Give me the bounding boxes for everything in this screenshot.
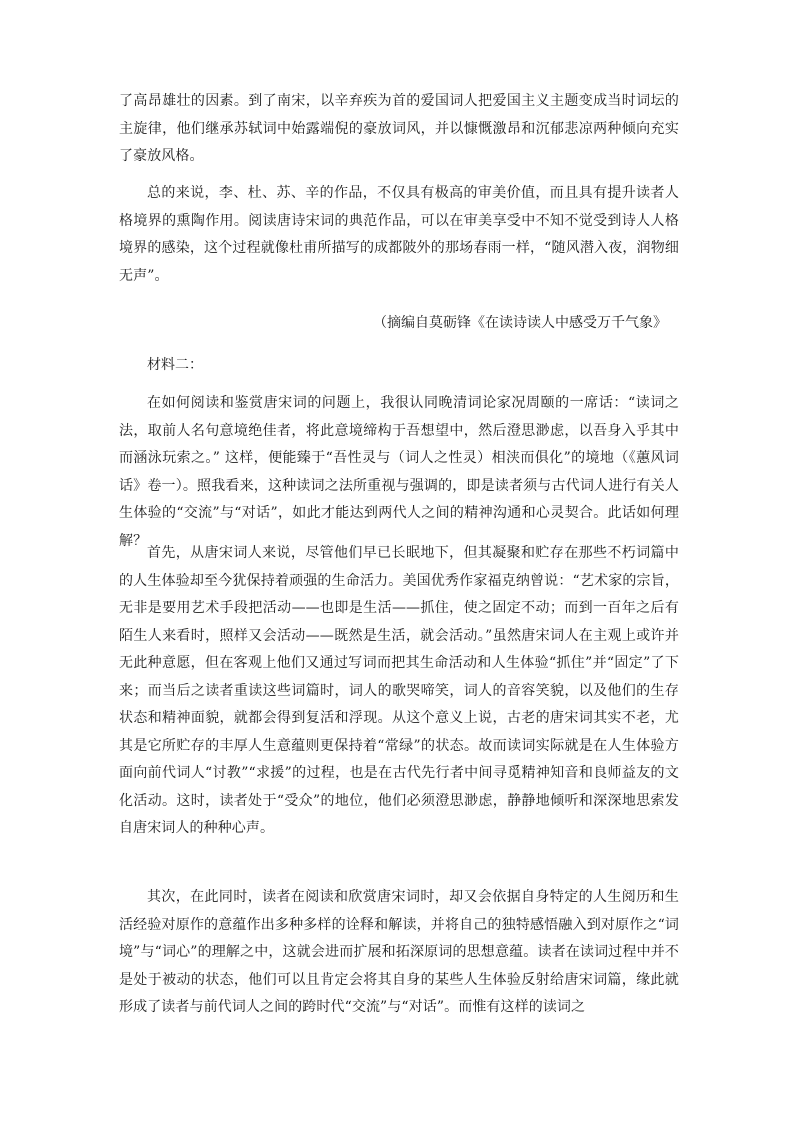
source-citation: （摘编自莫砺锋《在读诗读人中感受万千气象》 [373, 315, 667, 331]
paragraph-1: 了高昂雄壮的因素。到了南宋，以辛弃疾为首的爱国词人把爱国主义主题变成当时词坛的主旋律，他们继承苏轼词中始露端倪的豪放词风，并以慷慨激昂和沉郁悲凉两种倾向充实了豪放风格。 [119, 93, 679, 164]
paragraph-3: 在如何阅读和鉴赏唐宋词的问题上，我很认同晚清词论家况周颐的一席话：“读词之法，取前人名句意境绝佳者，将此意境缔构于吾想望中，然后澄思渺虑，以吾身入乎其中而涵泳玩索之。” 这样，便能臻于“吾性灵与（词人之性灵）相浃而俱化”的境地（《蕙风词话》卷一）。照我看来，这种读词之法所重视与强调的，即是读者须与古代词人进行有关人生体验的“交流”与“对话”，如此才能达到两代人之间的精神沟通和心灵契合。此话如何理解？ [119, 395, 679, 549]
paragraph-5: 其次，在此同时，读者在阅读和欣赏唐宋词时，却又会依据自身特定的人生阅历和生活经验对原作的意蕴作出多种多样的诠释和解读，并将自己的独特感悟融入到对原作之“词境”与“词心”的理解之中，这就会进而扩展和拓深原词的思想意蕴。读者在读词过程中并不是处于被动的状态，他们可以且肯定会将其自身的某些人生体验反射给唐宋词篇，缘此就形成了读者与前代词人之间的跨时代“交流”与“对话”。而惟有这样的读词之 [119, 889, 679, 1015]
material-2-heading: 材料二： [147, 357, 203, 373]
paragraph-2: 总的来说，李、杜、苏、辛的作品，不仅具有极高的审美价值，而且具有提升读者人格境界的熏陶作用。阅读唐诗宋词的典范作品，可以在审美享受中不知不觉受到诗人人格境界的感染，这个过程就像杜甫所描写的成都陂外的那场春雨一样，“随风潜入夜，润物细无声”。 [119, 185, 679, 284]
paragraph-4: 首先，从唐宋词人来说，尽管他们早已长眠地下，但其凝聚和贮存在那些不朽词篇中的人生体验却至今犹保持着顽强的生命活力。美国优秀作家福克纳曾说：“艺术家的宗旨，无非是要用艺术手段把活动——也即是生活——抓住，使之固定不动；而到一百年之后有陌生人来看时，照样又会活动——既然是生活，就会活动。”虽然唐宋词人在主观上或许并无此种意愿，但在客观上他们又通过写词而把其生命活动和人生体验“抓住”并“固定”了下来；而当后之读者重读这些词篇时，词人的歌哭啼笑，词人的音容笑貌，以及他们的生存状态和精神面貌，就都会得到复活和浮现。从这个意义上说，古老的唐宋词其实不老，尤其是它所贮存的丰厚人生意蕴则更保持着“常绿”的状态。故而读词实际就是在人生体验方面向前代词人“讨教”“求援”的过程，也是在古代先行者中间寻觅精神知音和良师益友的文化活动。这时，读者处于“受众”的地位，他们必须澄思渺虑，静静地倾听和深深地思索发自唐宋词人的种种心声。 [119, 545, 679, 836]
